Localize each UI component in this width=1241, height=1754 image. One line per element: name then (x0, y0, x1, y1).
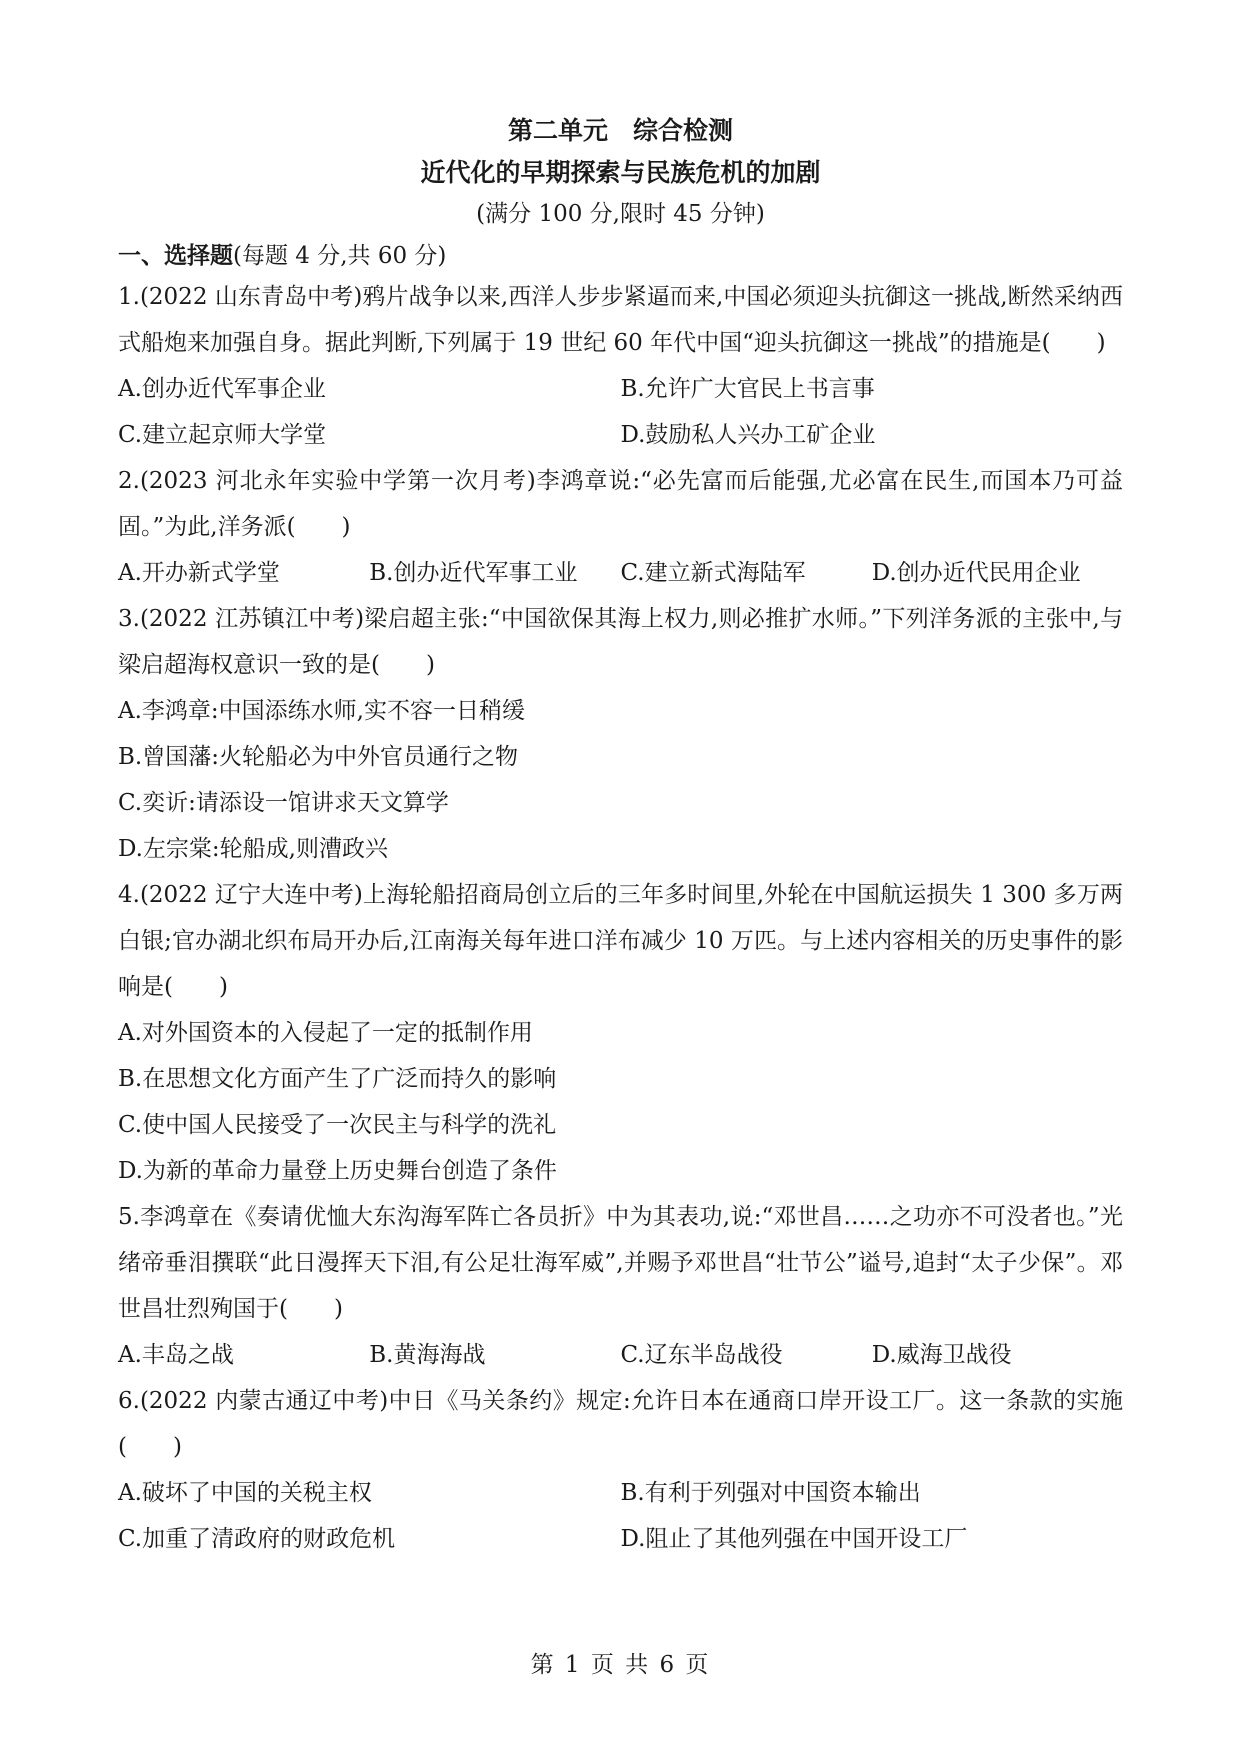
option-c: C.建立新式海陆军 (620, 560, 806, 586)
option-d: D.鼓励私人兴办工矿企业 (620, 422, 876, 448)
score-time-note: (满分 100 分,限时 45 分钟) (476, 201, 765, 227)
page-number: 第 1 页 共 6 页 (530, 1652, 711, 1678)
question-1 (118, 274, 1123, 458)
option-b: B.创办近代军事工业 (369, 560, 578, 586)
options-grid (118, 366, 1123, 458)
options-grid (118, 1470, 1123, 1562)
option-c: C.建立起京师大学堂 (118, 422, 327, 448)
option-b: B.有利于列强对中国资本输出 (620, 1480, 921, 1506)
option-d: D.威海卫战役 (871, 1342, 1012, 1368)
options-row (118, 1332, 1123, 1378)
question-3 (118, 596, 1123, 872)
option-b: B.黄海海战 (369, 1342, 486, 1368)
section-label: 一、选择题 (118, 242, 233, 269)
option-d: D.创办近代民用企业 (871, 560, 1081, 586)
question-5 (118, 1194, 1123, 1378)
question-stem: 6.(2022 内蒙古通辽中考)中日《马关条约》规定:允许日本在通商口岸开设工厂。这一条款的实施( ) (118, 1388, 1123, 1460)
exam-page (118, 112, 1123, 1562)
option-d: D.为新的革命力量登上历史舞台创造了条件 (118, 1158, 557, 1184)
option-c: C.辽东半岛战役 (620, 1342, 783, 1368)
option-b: B.在思想文化方面产生了广泛而持久的影响 (118, 1066, 557, 1092)
question-stem: 1.(2022 山东青岛中考)鸦片战争以来,西洋人步步紧逼而来,中国必须迎头抗御这一挑战,断然采纳西式船炮来加强自身。据此判断,下列属于 19 世纪 60 年代中国“迎头抗御这一挑战”的措施是( ) (118, 284, 1123, 356)
options-row (118, 550, 1123, 596)
option-d: D.左宗棠:轮船成,则漕政兴 (118, 836, 388, 862)
option-a: A.破坏了中国的关税主权 (118, 1480, 372, 1506)
options-list (118, 688, 1123, 872)
option-a: A.开办新式学堂 (118, 560, 280, 586)
question-4 (118, 872, 1123, 1194)
question-stem: 4.(2022 辽宁大连中考)上海轮船招商局创立后的三年多时间里,外轮在中国航运损失 1 300 多万两白银;官办湖北织布局开办后,江南海关每年进口洋布减少 10 万匹。与上述内容相关的历史事件的影响是( ) (118, 882, 1123, 1000)
option-b: B.曾国藩:火轮船必为中外官员通行之物 (118, 744, 518, 770)
option-a: A.对外国资本的入侵起了一定的抵制作用 (118, 1020, 533, 1046)
option-d: D.阻止了其他列强在中国开设工厂 (620, 1526, 968, 1552)
question-stem: 2.(2023 河北永年实验中学第一次月考)李鸿章说:“必先富而后能强,尤必富在民生,而国本乃可益固。”为此,洋务派( ) (118, 468, 1123, 540)
option-c: C.奕䜣:请添设一馆讲求天文算学 (118, 790, 449, 816)
question-stem: 5.李鸿章在《奏请优恤大东沟海军阵亡各员折》中为其表功,说:“邓世昌……之功亦不可没者也。”光绪帝垂泪撰联“此日漫挥天下泪,有公足壮海军威”,并赐予邓世昌“壮节公”谥号,追封“太子少保”。邓世昌壮烈殉国于( ) (118, 1204, 1123, 1322)
section-heading (118, 238, 1123, 274)
unit-title: 第二单元 综合检测 (507, 116, 733, 145)
question-2 (118, 458, 1123, 596)
section-scoring: (每题 4 分,共 60 分) (233, 243, 447, 269)
option-c: C.使中国人民接受了一次民主与科学的洗礼 (118, 1112, 557, 1138)
option-a: A.丰岛之战 (118, 1342, 234, 1368)
option-c: C.加重了清政府的财政危机 (118, 1526, 396, 1552)
option-b: B.允许广大官民上书言事 (620, 376, 875, 402)
options-list (118, 1010, 1123, 1194)
question-stem: 3.(2022 江苏镇江中考)梁启超主张:“中国欲保其海上权力,则必推扩水师。”下列洋务派的主张中,与梁启超海权意识一致的是( ) (118, 606, 1123, 678)
question-6 (118, 1378, 1123, 1562)
option-a: A.创办近代军事企业 (118, 376, 326, 402)
exam-subtitle: 近代化的早期探索与民族危机的加剧 (420, 158, 821, 187)
option-a: A.李鸿章:中国添练水师,实不容一日稍缓 (118, 698, 525, 724)
